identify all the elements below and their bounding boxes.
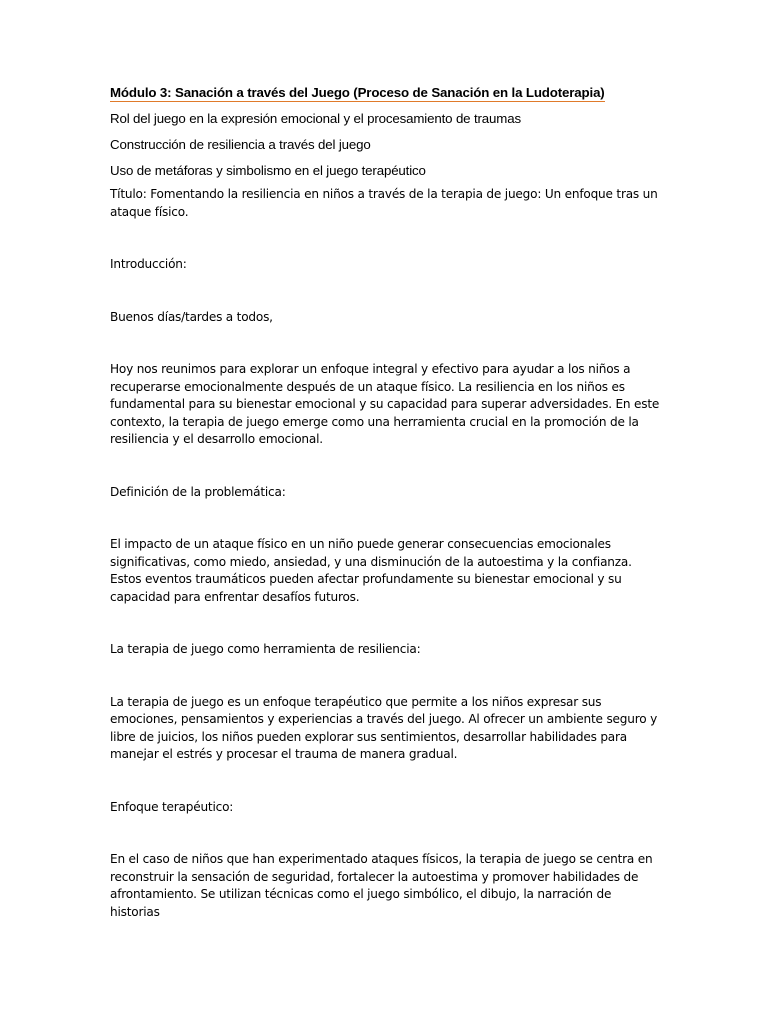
document-body — [110, 186, 662, 921]
topic-item: Rol del juego en la expresión emocional y el procesamiento de traumas — [110, 111, 521, 126]
greeting: Buenos días/tardes a todos, — [110, 309, 273, 324]
problem-paragraph: El impacto de un ataque físico en un niño puede generar consecuencias emocionales significativas, como miedo, ansiedad, y una disminución de la autoestima y la confianza. Estos eventos traumáticos pueden afectar profundamente su bienestar emocional y su capacidad para enfrentar desafíos futuros. — [110, 537, 632, 604]
topic-item: Construcción de resiliencia a través del juego — [110, 137, 371, 152]
intro-paragraph: Hoy nos reunimos para explorar un enfoque integral y efectivo para ayudar a los niños a recuperarse emocionalmente después de un ataque físico. La resiliencia en los niños es fundamental para su bienestar emocional y su capacidad para superar adversidades. En este contexto, la terapia de juego emerge como una herramienta crucial en la promoción de la resiliencia y el desarrollo emocional. — [110, 362, 660, 446]
topic-item: Uso de metáforas y simbolismo en el juego terapéutico — [110, 163, 426, 178]
document-title-line: Título: Fomentando la resiliencia en niños a través de la terapia de juego: Un enfoque tras un ataque físico. — [110, 187, 658, 219]
document-content — [110, 84, 662, 921]
problem-heading: Definición de la problemática: — [110, 484, 286, 499]
tool-heading: La terapia de juego como herramienta de resiliencia: — [110, 642, 421, 656]
approach-paragraph: En el caso de niños que han experimentado ataques físicos, la terapia de juego se centra en reconstruir la sensación de seguridad, fortalecer la autoestima y promover habilidades de afrontamiento. Se utilizan técnicas como el juego simbólico, el dibujo, la narración de historias — [110, 852, 653, 919]
approach-heading: Enfoque terapéutico: — [110, 799, 234, 814]
tool-paragraph: La terapia de juego es un enfoque terapéutico que permite a los niños expresar sus emociones, pensamientos y experiencias a través del juego. Al ofrecer un ambiente seguro y libre de juicios, los niños pueden explorar sus sentimientos, desarrollar habilidades para manejar el estrés y procesar el trauma de manera gradual. — [110, 694, 658, 761]
module-title: Módulo 3: Sanación a través del Juego (Proceso de Sanación en la Ludoterapia) — [110, 85, 605, 100]
module-heading-block — [110, 84, 662, 180]
intro-heading: Introducción: — [110, 257, 187, 271]
